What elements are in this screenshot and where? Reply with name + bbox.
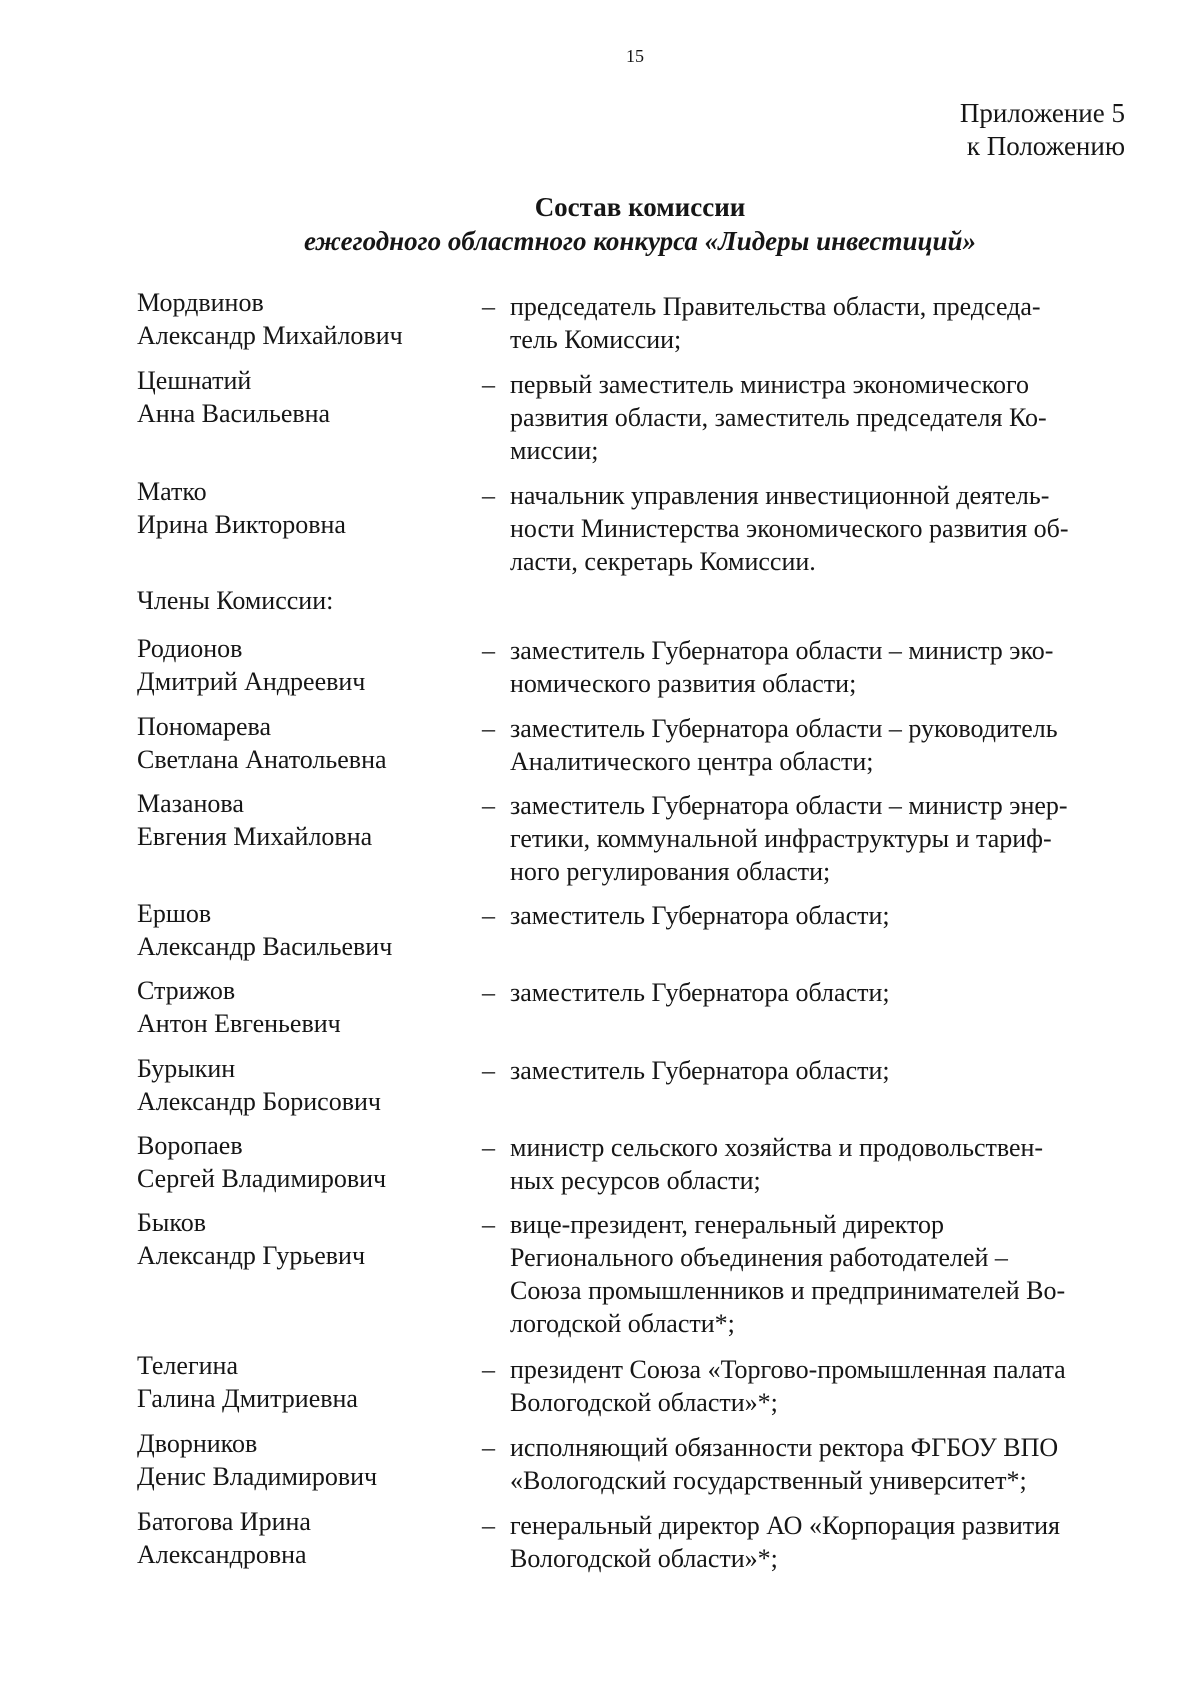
member-given-names: Ирина Викторовна — [137, 510, 346, 539]
member-given-names: Александр Михайлович — [137, 321, 403, 350]
member-given-names: Александр Гурьевич — [137, 1241, 366, 1270]
member-name — [137, 787, 467, 853]
position-line: Вологодской области»*; — [510, 1388, 778, 1417]
member-given-names: Дмитрий Андреевич — [137, 667, 366, 696]
position-line: заместитель Губернатора области – министр энер- — [510, 791, 1068, 820]
member-surname: Матко — [137, 477, 207, 506]
member-position — [510, 479, 1135, 578]
position-line: Регионального объединения работодателей – — [510, 1243, 1008, 1272]
member-position — [510, 712, 1135, 778]
position-line: ности Министерства экономического развития об- — [510, 514, 1069, 543]
dash-separator: – — [482, 1210, 495, 1239]
position-line: начальник управления инвестиционной деятель- — [510, 481, 1050, 510]
position-line: миссии; — [510, 436, 599, 465]
member-position — [510, 976, 1135, 1009]
title-line: Состав комиссии — [534, 192, 746, 222]
member-surname: Быков — [137, 1208, 206, 1237]
member-given-names: Анна Васильевна — [137, 399, 331, 428]
member-surname: Воропаев — [137, 1131, 243, 1160]
document-title — [0, 190, 1200, 258]
dash-separator: – — [482, 481, 495, 510]
position-line: заместитель Губернатора области – руководитель — [510, 714, 1058, 743]
member-given-names: Евгения Михайловна — [137, 822, 373, 851]
member-given-names: Александр Борисович — [137, 1087, 381, 1116]
position-line: ных ресурсов области; — [510, 1166, 761, 1195]
member-position — [510, 1431, 1135, 1497]
appendix-reference — [960, 97, 1125, 163]
position-line: первый заместитель министра экономического — [510, 370, 1029, 399]
position-line: вице-президент, генеральный директор — [510, 1210, 945, 1239]
position-line: президент Союза «Торгово-промышленная палата — [510, 1355, 1066, 1384]
position-line: министр сельского хозяйства и продовольствен- — [510, 1133, 1044, 1162]
position-line: гетики, коммунальной инфраструктуры и тариф- — [510, 824, 1052, 853]
title-subline: ежегодного областного конкурса «Лидеры инвестиций» — [303, 226, 977, 256]
member-position — [510, 899, 1135, 932]
position-line: заместитель Губернатора области; — [510, 901, 890, 930]
member-given-names: Денис Владимирович — [137, 1462, 378, 1491]
dash-separator: – — [482, 901, 495, 930]
position-line: заместитель Губернатора области – министр эко- — [510, 636, 1054, 665]
member-name — [137, 974, 467, 1040]
member-surname: Родионов — [137, 634, 243, 663]
member-surname: Ершов — [137, 899, 212, 928]
position-line: исполняющий обязанности ректора ФГБОУ ВПО — [510, 1433, 1059, 1462]
members-heading: Члены Комиссии: — [137, 586, 334, 615]
position-line: «Вологодский государственный университет*; — [510, 1466, 1027, 1495]
member-position — [510, 634, 1135, 700]
member-position — [510, 368, 1135, 467]
position-line: Аналитического центра области; — [510, 747, 874, 776]
member-given-names: Светлана Анатольевна — [137, 745, 387, 774]
member-position — [510, 1131, 1135, 1197]
member-name — [137, 364, 467, 430]
dash-separator: – — [482, 636, 495, 665]
member-surname: Стрижов — [137, 976, 236, 1005]
member-name — [137, 1052, 467, 1118]
member-name — [137, 1206, 467, 1272]
member-surname: Мазанова — [137, 789, 244, 818]
position-line: логодской области*; — [510, 1309, 735, 1338]
member-position — [510, 1509, 1135, 1575]
member-given-names: Сергей Владимирович — [137, 1164, 387, 1193]
dash-separator: – — [482, 714, 495, 743]
member-name — [137, 475, 467, 541]
member-given-names: Александровна — [137, 1540, 307, 1569]
member-position — [510, 1208, 1135, 1340]
dash-separator: – — [482, 292, 495, 321]
member-position — [510, 290, 1135, 356]
dash-separator: – — [482, 1133, 495, 1162]
position-line: генеральный директор АО «Корпорация развития — [510, 1511, 1060, 1540]
position-line: тель Комиссии; — [510, 325, 682, 354]
member-name — [137, 897, 467, 963]
member-name — [137, 1349, 467, 1415]
position-line: Союза промышленников и предпринимателей Во- — [510, 1276, 1066, 1305]
position-line: номического развития области; — [510, 669, 857, 698]
member-surname: Бурыкин — [137, 1054, 236, 1083]
member-name — [137, 286, 467, 352]
member-surname: Батогова Ирина — [137, 1507, 311, 1536]
member-name — [137, 1505, 467, 1571]
member-surname: Дворников — [137, 1429, 258, 1458]
dash-separator: – — [482, 1355, 495, 1384]
member-given-names: Александр Васильевич — [137, 932, 393, 961]
member-surname: Цешнатий — [137, 366, 252, 395]
member-position — [510, 1353, 1135, 1419]
member-surname: Мордвинов — [137, 288, 264, 317]
dash-separator: – — [482, 1056, 495, 1085]
position-line: заместитель Губернатора области; — [510, 1056, 890, 1085]
position-line: заместитель Губернатора области; — [510, 978, 890, 1007]
dash-separator: – — [482, 370, 495, 399]
member-surname: Телегина — [137, 1351, 238, 1380]
member-position — [510, 789, 1135, 888]
position-line: ного регулирования области; — [510, 857, 831, 886]
dash-separator: – — [482, 791, 495, 820]
member-given-names: Галина Дмитриевна — [137, 1384, 358, 1413]
position-line: Вологодской области»*; — [510, 1544, 778, 1573]
dash-separator: – — [482, 1511, 495, 1540]
member-surname: Пономарева — [137, 712, 272, 741]
appendix-line: Приложение 5 — [959, 98, 1125, 128]
dash-separator: – — [482, 1433, 495, 1462]
member-position — [510, 1054, 1135, 1087]
position-line: ласти, секретарь Комиссии. — [510, 547, 816, 576]
member-name — [137, 710, 467, 776]
member-name — [137, 1129, 467, 1195]
dash-separator: – — [482, 978, 495, 1007]
page-number: 15 — [626, 46, 644, 66]
member-given-names: Антон Евгеньевич — [137, 1009, 341, 1038]
appendix-line: к Положению — [966, 131, 1125, 161]
position-line: развития области, заместитель председателя Ко- — [510, 403, 1047, 432]
member-name — [137, 1427, 467, 1493]
member-name — [137, 632, 467, 698]
position-line: председатель Правительства области, председа- — [510, 292, 1041, 321]
